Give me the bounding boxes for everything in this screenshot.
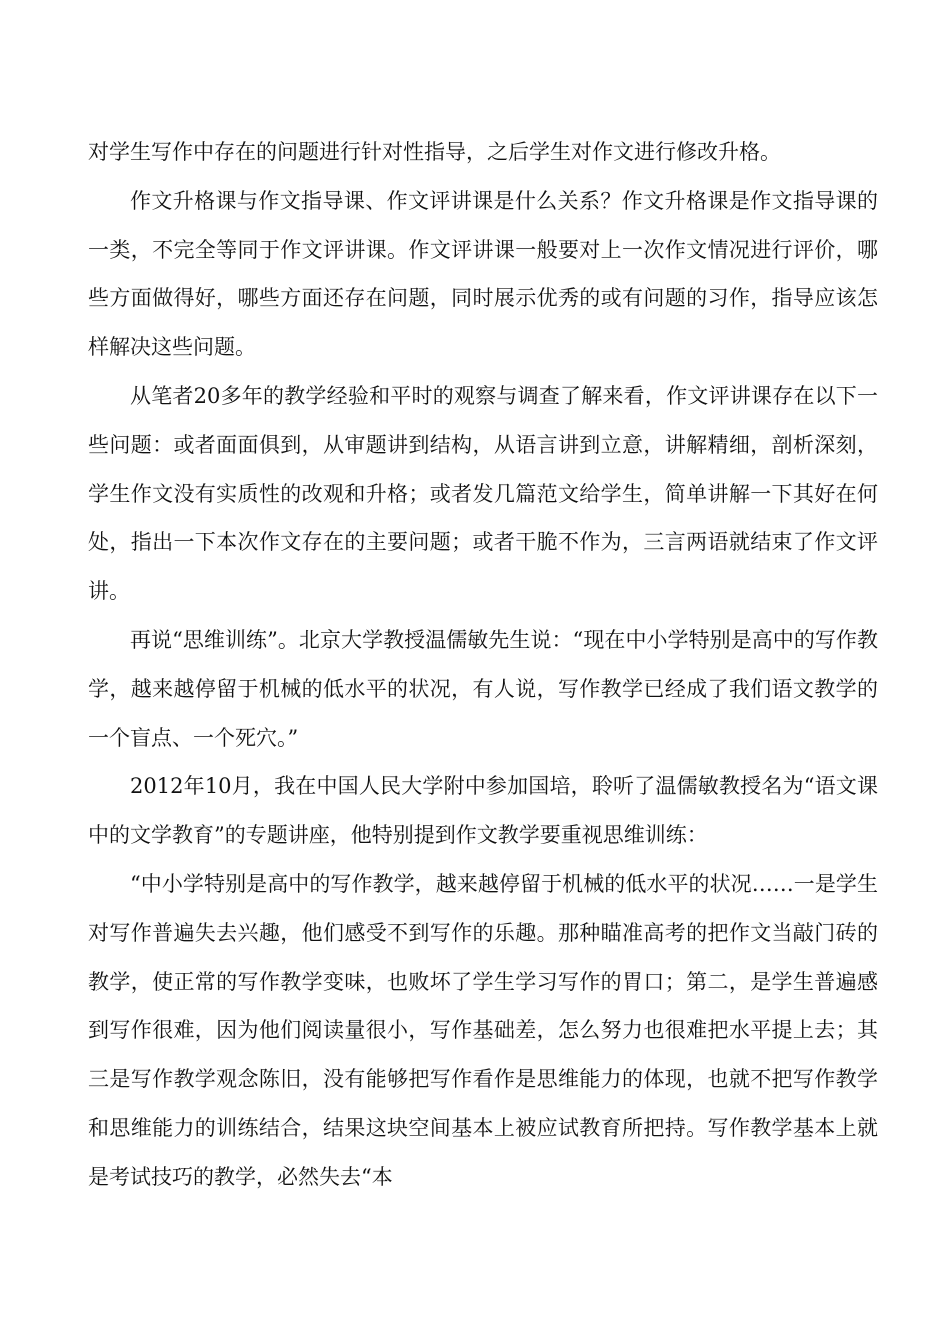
paragraph-thinking-training: 再说“思维训练”。北京大学教授温儒敏先生说：“现在中小学特别是高中的写作教学，越来越停留于机械的低水平的状况，有人说，写作教学已经成了我们语文教学的一个盲点、一个死穴。” — [88, 627, 878, 750]
paragraph-quotation: “中小学特别是高中的写作教学，越来越停留于机械的低水平的状况……一是学生对写作普遍失去兴趣，他们感受不到写作的乐趣。那种瞄准高考的把作文当敲门砖的教学，使正常的写作教学变味，也败坏了学生学习写作的胃口；第二，是学生普遍感到写作很难，因为他们阅读量很小，写作基础差，怎么努力也很难把水平提上去；其三是写作教学观念陈旧，没有能够把写作看作是思维能力的体现，也就不把写作教学和思维能力的训练结合，结果这块空间基本上被应试教育所把持。写作教学基本上就是考试技巧的教学，必然失去“本 — [88, 871, 878, 1189]
paragraph-lecture: 2012年10月，我在中国人民大学附中参加国培，聆听了温儒敏教授名为“语文课中的文学教育”的专题讲座，他特别提到作文教学要重视思维训练： — [88, 774, 878, 848]
paragraph-relation: 作文升格课与作文指导课、作文评讲课是什么关系？作文升格课是作文指导课的一类，不完全等同于作文评讲课。作文评讲课一般要对上一次作文情况进行评价，哪些方面做得好，哪些方面还存在问题，同时展示优秀的或有问题的习作，指导应该怎样解决这些问题。 — [88, 188, 878, 360]
paragraph-continuation: 对学生写作中存在的问题进行针对性指导，之后学生对作文进行修改升格。 — [88, 140, 781, 164]
paragraph-problems: 从笔者20多年的教学经验和平时的观察与调查了解来看，作文评讲课存在以下一些问题：或者面面俱到，从审题讲到结构，从语言讲到立意，讲解精细，剖析深刻，学生作文没有实质性的改观和升格；或者发几篇范文给学生，简单讲解一下其好在何处，指出一下本次作文存在的主要问题；或者干脆不作为，三言两语就结束了作文评讲。 — [88, 383, 878, 604]
document-body — [88, 128, 878, 1202]
